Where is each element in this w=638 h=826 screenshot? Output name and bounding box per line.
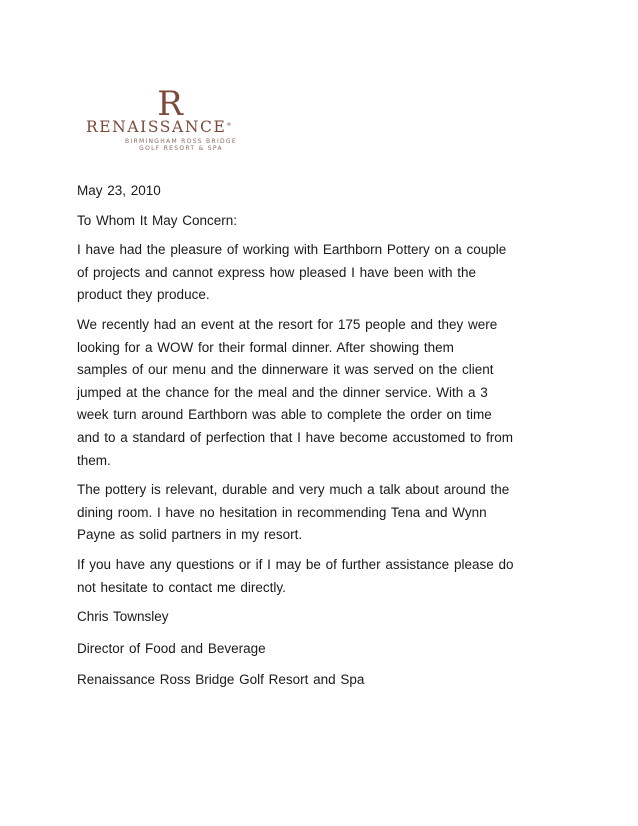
paragraph-2-line: week turn around Earthborn was able to complete the order on time — [77, 407, 492, 423]
paragraph-1-line: of projects and cannot express how pleased I have been with the — [77, 264, 476, 280]
letter-date: May 23, 2010 — [77, 183, 161, 198]
logo-subtitle-line2: GOLF RESORT & SPA — [139, 145, 223, 152]
logo-wordmark-text: RENAISSANCE — [86, 118, 227, 136]
logo-subtitle-line1: BIRMINGHAM ROSS BRIDGE — [125, 138, 237, 145]
paragraph-1-line: I have had the pleasure of working with Earthborn Pottery on a couple — [77, 242, 507, 258]
paragraph-1 — [77, 239, 577, 307]
paragraph-3-line: dining room. I have no hesitation in recommending Tena and Wynn — [77, 504, 487, 520]
logo-mark: R — [157, 84, 183, 124]
paragraph-3-line: The pottery is relevant, durable and very much a talk about around the — [77, 482, 510, 498]
paragraph-4-line: If you have any questions or if I may be of further assistance please do — [77, 556, 514, 572]
paragraph-2 — [77, 314, 577, 472]
paragraph-4 — [77, 554, 577, 599]
signature-title: Director of Food and Beverage — [77, 640, 266, 656]
paragraph-3 — [77, 479, 577, 547]
paragraph-2-line: them. — [77, 452, 111, 468]
signature-organization: Renaissance Ross Bridge Golf Resort and Spa — [77, 672, 365, 688]
signature-name: Chris Townsley — [77, 609, 169, 625]
paragraph-2-line: and to a standard of perfection that I have become accustomed to from — [77, 429, 513, 445]
logo-trademark: ® — [226, 121, 232, 128]
letter-body — [77, 180, 577, 701]
paragraph-2-line: We recently had an event at the resort for 175 people and they were — [77, 316, 498, 332]
paragraph-2-line: samples of our menu and the dinnerware it was served on the client — [77, 362, 494, 378]
paragraph-1-line: product they produce. — [77, 287, 210, 303]
paragraph-2-line: jumped at the chance for the meal and the dinner service. With a 3 — [77, 384, 488, 400]
renaissance-logo — [86, 86, 276, 166]
paragraph-2-line: looking for a WOW for their formal dinner. After showing them — [77, 339, 454, 355]
paragraph-3-line: Payne as solid partners in my resort. — [77, 527, 303, 543]
letter-salutation: To Whom It May Concern: — [77, 212, 238, 228]
paragraph-4-line: not hesitate to contact me directly. — [77, 579, 286, 595]
logo-wordmark — [86, 118, 276, 136]
signature-block — [77, 606, 577, 692]
